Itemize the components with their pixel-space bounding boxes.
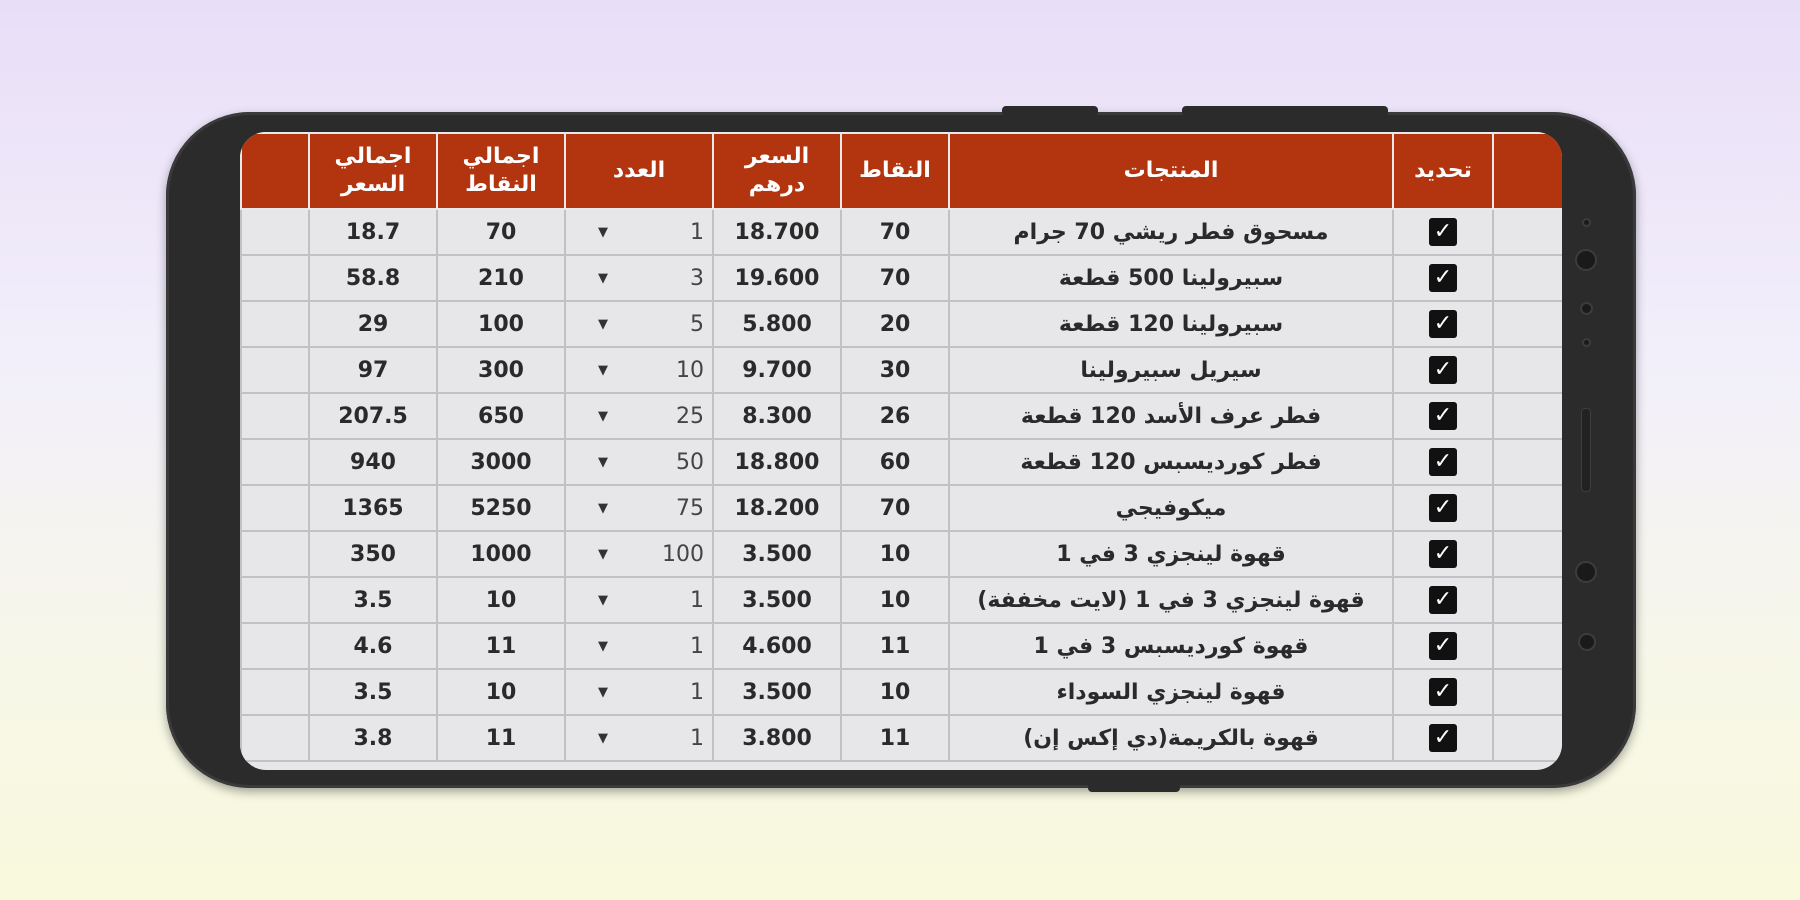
cell-price: 4.600 [713, 623, 841, 669]
cell-total-price: 29 [309, 301, 437, 347]
cell-price: 5.800 [713, 301, 841, 347]
cell-points: 70 [841, 209, 949, 255]
quantity-dropdown-inner [572, 726, 706, 751]
header-spacer-left [241, 133, 309, 209]
cell-select [1393, 209, 1493, 255]
caret-down-icon: ▼ [598, 546, 608, 562]
quantity-dropdown[interactable] [565, 209, 713, 255]
cell-product-name: فطر عرف الأسد 120 قطعة [949, 393, 1393, 439]
quantity-dropdown[interactable] [565, 577, 713, 623]
check-icon[interactable]: ✓ [1429, 264, 1457, 292]
row-spacer-right [1493, 439, 1562, 485]
cell-product-name: قهوة بالكريمة(دي إكس إن) [949, 715, 1393, 761]
cell-total-price: 1365 [309, 485, 437, 531]
row-spacer-right [1493, 393, 1562, 439]
phone-button-top-left [1002, 106, 1098, 116]
cell-price: 18.200 [713, 485, 841, 531]
caret-down-icon: ▼ [598, 684, 608, 700]
caret-down-icon: ▼ [598, 730, 608, 746]
caret-down-icon: ▼ [598, 224, 608, 240]
check-icon[interactable]: ✓ [1429, 678, 1457, 706]
quantity-value: 10 [676, 357, 704, 383]
products-table [240, 132, 1562, 762]
row-spacer-left [241, 439, 309, 485]
table-header-row [241, 133, 1562, 209]
cell-price: 3.800 [713, 715, 841, 761]
cell-total-price: 3.5 [309, 577, 437, 623]
cell-select [1393, 393, 1493, 439]
rear-sensor [1575, 561, 1597, 583]
cell-points: 10 [841, 577, 949, 623]
cell-price: 8.300 [713, 393, 841, 439]
cell-total-points: 3000 [437, 439, 565, 485]
cell-select [1393, 347, 1493, 393]
caret-down-icon: ▼ [598, 408, 608, 424]
quantity-value: 25 [676, 403, 704, 429]
table-row [241, 715, 1562, 761]
cell-total-price: 207.5 [309, 393, 437, 439]
cell-product-name: فطر كورديسبس 120 قطعة [949, 439, 1393, 485]
cell-total-price: 4.6 [309, 623, 437, 669]
cell-product-name: قهوة لينجزي السوداء [949, 669, 1393, 715]
cell-product-name: سيريل سبيرولينا [949, 347, 1393, 393]
cell-price: 3.500 [713, 669, 841, 715]
app-screen [240, 132, 1562, 770]
quantity-dropdown-inner [572, 266, 706, 291]
row-spacer-left [241, 531, 309, 577]
quantity-dropdown[interactable] [565, 669, 713, 715]
front-camera [1575, 249, 1597, 271]
header-price: السعر درهم [713, 133, 841, 209]
row-spacer-right [1493, 301, 1562, 347]
cell-price: 19.600 [713, 255, 841, 301]
cell-product-name: سبيرولينا 500 قطعة [949, 255, 1393, 301]
quantity-dropdown-inner [572, 358, 706, 383]
row-spacer-left [241, 347, 309, 393]
quantity-dropdown-inner [572, 542, 706, 567]
cell-points: 11 [841, 623, 949, 669]
cell-total-points: 210 [437, 255, 565, 301]
caret-down-icon: ▼ [598, 592, 608, 608]
table-row [241, 439, 1562, 485]
caret-down-icon: ▼ [598, 316, 608, 332]
caret-down-icon: ▼ [598, 362, 608, 378]
speaker-grille [1581, 408, 1591, 492]
check-icon[interactable]: ✓ [1429, 724, 1457, 752]
header-points: النقاط [841, 133, 949, 209]
row-spacer-left [241, 255, 309, 301]
check-icon[interactable]: ✓ [1429, 586, 1457, 614]
cell-total-price: 3.5 [309, 669, 437, 715]
table-row [241, 209, 1562, 255]
phone-button-bottom [1088, 782, 1180, 792]
cell-select [1393, 301, 1493, 347]
cell-total-points: 10 [437, 669, 565, 715]
quantity-dropdown[interactable] [565, 439, 713, 485]
quantity-dropdown-inner [572, 450, 706, 475]
cell-product-name: قهوة لينجزي 3 في 1 [949, 531, 1393, 577]
cell-points: 30 [841, 347, 949, 393]
quantity-dropdown[interactable] [565, 255, 713, 301]
table-row [241, 577, 1562, 623]
row-spacer-left [241, 209, 309, 255]
cell-total-price: 3.8 [309, 715, 437, 761]
check-icon[interactable]: ✓ [1429, 402, 1457, 430]
check-icon[interactable]: ✓ [1429, 540, 1457, 568]
table-row [241, 347, 1562, 393]
header-select: تحديد [1393, 133, 1493, 209]
row-spacer-left [241, 301, 309, 347]
header-products: المنتجات [949, 133, 1393, 209]
cell-select [1393, 255, 1493, 301]
phone-button-top-right [1182, 106, 1388, 116]
quantity-value: 5 [690, 311, 704, 337]
table-row [241, 485, 1562, 531]
cell-price: 18.800 [713, 439, 841, 485]
row-spacer-right [1493, 577, 1562, 623]
check-icon[interactable]: ✓ [1429, 632, 1457, 660]
sensor-dot [1580, 302, 1593, 315]
cell-select [1393, 531, 1493, 577]
quantity-value: 1 [690, 219, 704, 245]
sensor-dot [1582, 338, 1591, 347]
cell-select [1393, 669, 1493, 715]
check-icon[interactable]: ✓ [1429, 448, 1457, 476]
cell-total-points: 650 [437, 393, 565, 439]
cell-total-price: 18.7 [309, 209, 437, 255]
quantity-dropdown[interactable] [565, 623, 713, 669]
header-quantity: العدد [565, 133, 713, 209]
header-total-price: اجمالي السعر [309, 133, 437, 209]
row-spacer-right [1493, 623, 1562, 669]
cell-points: 20 [841, 301, 949, 347]
cell-select [1393, 577, 1493, 623]
quantity-value: 100 [662, 541, 704, 567]
cell-total-points: 11 [437, 623, 565, 669]
row-spacer-right [1493, 485, 1562, 531]
cell-total-points: 70 [437, 209, 565, 255]
cell-total-points: 1000 [437, 531, 565, 577]
quantity-dropdown-inner [572, 588, 706, 613]
cell-points: 10 [841, 669, 949, 715]
cell-price: 18.700 [713, 209, 841, 255]
cell-points: 26 [841, 393, 949, 439]
cell-total-points: 300 [437, 347, 565, 393]
table-row [241, 393, 1562, 439]
cell-select [1393, 439, 1493, 485]
row-spacer-left [241, 715, 309, 761]
caret-down-icon: ▼ [598, 270, 608, 286]
quantity-value: 50 [676, 449, 704, 475]
row-spacer-left [241, 623, 309, 669]
header-spacer-right [1493, 133, 1562, 209]
row-spacer-right [1493, 531, 1562, 577]
cell-points: 11 [841, 715, 949, 761]
table-row [241, 669, 1562, 715]
quantity-value: 1 [690, 725, 704, 751]
cell-total-points: 100 [437, 301, 565, 347]
check-icon[interactable]: ✓ [1429, 356, 1457, 384]
quantity-value: 1 [690, 587, 704, 613]
cell-total-price: 350 [309, 531, 437, 577]
quantity-dropdown[interactable] [565, 301, 713, 347]
cell-total-points: 11 [437, 715, 565, 761]
row-spacer-left [241, 577, 309, 623]
quantity-value: 1 [690, 679, 704, 705]
quantity-dropdown-inner [572, 312, 706, 337]
cell-points: 10 [841, 531, 949, 577]
quantity-dropdown-inner [572, 404, 706, 429]
quantity-dropdown-inner [572, 496, 706, 521]
cell-points: 60 [841, 439, 949, 485]
rear-sensor [1578, 633, 1596, 651]
cell-product-name: مسحوق فطر ريشي 70 جرام [949, 209, 1393, 255]
cell-points: 70 [841, 255, 949, 301]
row-spacer-right [1493, 209, 1562, 255]
table-row [241, 623, 1562, 669]
cell-total-points: 10 [437, 577, 565, 623]
cell-price: 3.500 [713, 577, 841, 623]
check-icon[interactable]: ✓ [1429, 494, 1457, 522]
quantity-value: 3 [690, 265, 704, 291]
table-row [241, 301, 1562, 347]
caret-down-icon: ▼ [598, 500, 608, 516]
cell-points: 70 [841, 485, 949, 531]
quantity-dropdown[interactable] [565, 393, 713, 439]
table-row [241, 531, 1562, 577]
row-spacer-left [241, 485, 309, 531]
row-spacer-right [1493, 255, 1562, 301]
check-icon[interactable]: ✓ [1429, 310, 1457, 338]
quantity-dropdown-inner [572, 634, 706, 659]
quantity-dropdown[interactable] [565, 485, 713, 531]
cell-total-price: 58.8 [309, 255, 437, 301]
cell-price: 9.700 [713, 347, 841, 393]
quantity-dropdown-inner [572, 220, 706, 245]
cell-total-points: 5250 [437, 485, 565, 531]
row-spacer-left [241, 669, 309, 715]
row-spacer-right [1493, 347, 1562, 393]
cell-product-name: سبيرولينا 120 قطعة [949, 301, 1393, 347]
row-spacer-left [241, 393, 309, 439]
header-total-points: اجمالي النقاط [437, 133, 565, 209]
caret-down-icon: ▼ [598, 454, 608, 470]
cell-price: 3.500 [713, 531, 841, 577]
quantity-dropdown[interactable] [565, 531, 713, 577]
cell-select [1393, 715, 1493, 761]
cell-product-name: قهوة لينجزي 3 في 1 (لايت مخففة) [949, 577, 1393, 623]
row-spacer-right [1493, 669, 1562, 715]
table-body [241, 209, 1562, 761]
caret-down-icon: ▼ [598, 638, 608, 654]
table-row [241, 255, 1562, 301]
cell-product-name: قهوة كورديسبس 3 في 1 [949, 623, 1393, 669]
cell-total-price: 940 [309, 439, 437, 485]
cell-select [1393, 485, 1493, 531]
cell-product-name: ميكوفيجي [949, 485, 1393, 531]
cell-total-price: 97 [309, 347, 437, 393]
quantity-value: 75 [676, 495, 704, 521]
sensor-dot [1582, 218, 1591, 227]
quantity-dropdown-inner [572, 680, 706, 705]
quantity-dropdown[interactable] [565, 715, 713, 761]
row-spacer-right [1493, 715, 1562, 761]
quantity-value: 1 [690, 633, 704, 659]
cell-select [1393, 623, 1493, 669]
quantity-dropdown[interactable] [565, 347, 713, 393]
check-icon[interactable]: ✓ [1429, 218, 1457, 246]
